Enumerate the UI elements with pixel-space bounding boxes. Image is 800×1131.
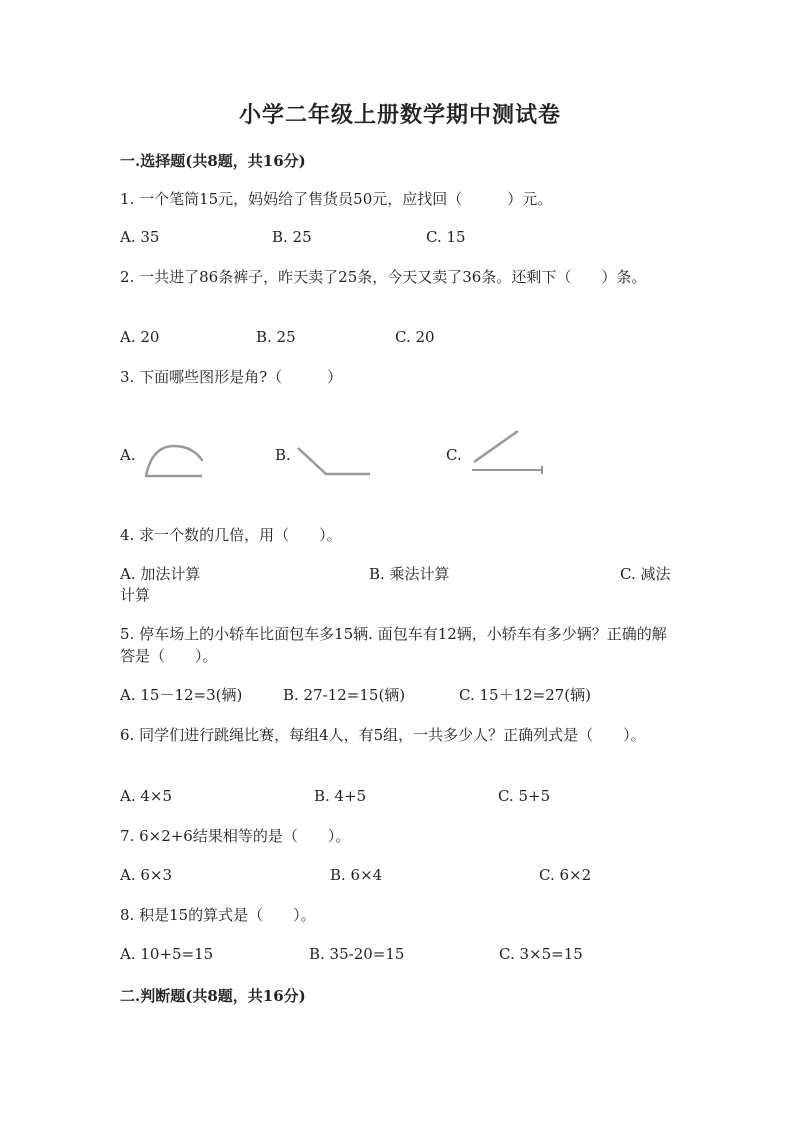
q6-option-b[interactable]: B. 4+5: [314, 787, 367, 805]
question-8: 8. 积是15的算式是（ ）。: [120, 906, 316, 924]
q6-option-a[interactable]: A. 4×5: [120, 787, 173, 805]
q8-option-c[interactable]: C. 3×5=15: [499, 945, 583, 963]
question-4: 4. 求一个数的几倍，用（ ）。: [120, 526, 342, 544]
angle-figure-icon: [468, 426, 548, 478]
q8-option-a[interactable]: A. 10+5=15: [120, 945, 214, 963]
q2-option-a[interactable]: A. 20: [120, 328, 160, 346]
q5-option-a[interactable]: A. 15－12=3(辆): [120, 686, 243, 704]
q5-option-c[interactable]: C. 15＋12=27(辆): [459, 686, 592, 704]
question-1: 1. 一个笔筒15元，妈妈给了售货员50元，应找回（ ）元。: [120, 190, 553, 208]
q2-option-c[interactable]: C. 20: [395, 328, 435, 346]
page-title: 小学二年级上册数学期中测试卷: [238, 102, 561, 128]
q4-option-a[interactable]: A. 加法计算: [120, 565, 201, 583]
section-heading-judgment: 二.判断题(共8题，共16分): [120, 987, 306, 1005]
question-5: 5. 停车场上的小轿车比面包车多15辆. 面包车有12辆，小轿车有多少辆？正确的解答是（ ）。: [120, 625, 667, 665]
q7-option-a[interactable]: A. 6×3: [120, 866, 173, 884]
q4-option-c-continued: 计算: [120, 586, 151, 604]
q3-option-c[interactable]: C.: [446, 446, 462, 464]
q7-option-c[interactable]: C. 6×2: [539, 866, 592, 884]
section-heading-choice: 一.选择题(共8题，共16分): [120, 152, 306, 170]
q2-option-b[interactable]: B. 25: [256, 328, 296, 346]
q1-option-b[interactable]: B. 25: [272, 228, 312, 246]
q3-option-b[interactable]: B.: [275, 446, 291, 464]
q6-option-c[interactable]: C. 5+5: [498, 787, 551, 805]
bent-line-figure-icon: [294, 440, 374, 480]
q8-option-b[interactable]: B. 35-20=15: [309, 945, 405, 963]
q3-option-a[interactable]: A.: [120, 446, 136, 464]
arc-figure-icon: [140, 438, 206, 482]
question-3: 3. 下面哪些图形是角?（ ）: [120, 368, 343, 386]
q4-option-b[interactable]: B. 乘法计算: [369, 565, 450, 583]
q1-option-a[interactable]: A. 35: [120, 228, 160, 246]
question-6: 6. 同学们进行跳绳比赛，每组4人，有5组，一共多少人？正确列式是（ ）。: [120, 726, 646, 744]
q5-option-b[interactable]: B. 27-12=15(辆): [283, 686, 406, 704]
question-2: 2. 一共进了86条裤子，昨天卖了25条，今天又卖了36条。还剩下（ ）条。: [120, 268, 647, 286]
q7-option-b[interactable]: B. 6×4: [330, 866, 383, 884]
q1-option-c[interactable]: C. 15: [426, 228, 466, 246]
q4-option-c[interactable]: C. 减法: [620, 565, 671, 583]
question-7: 7. 6×2+6结果相等的是（ ）。: [120, 827, 351, 845]
